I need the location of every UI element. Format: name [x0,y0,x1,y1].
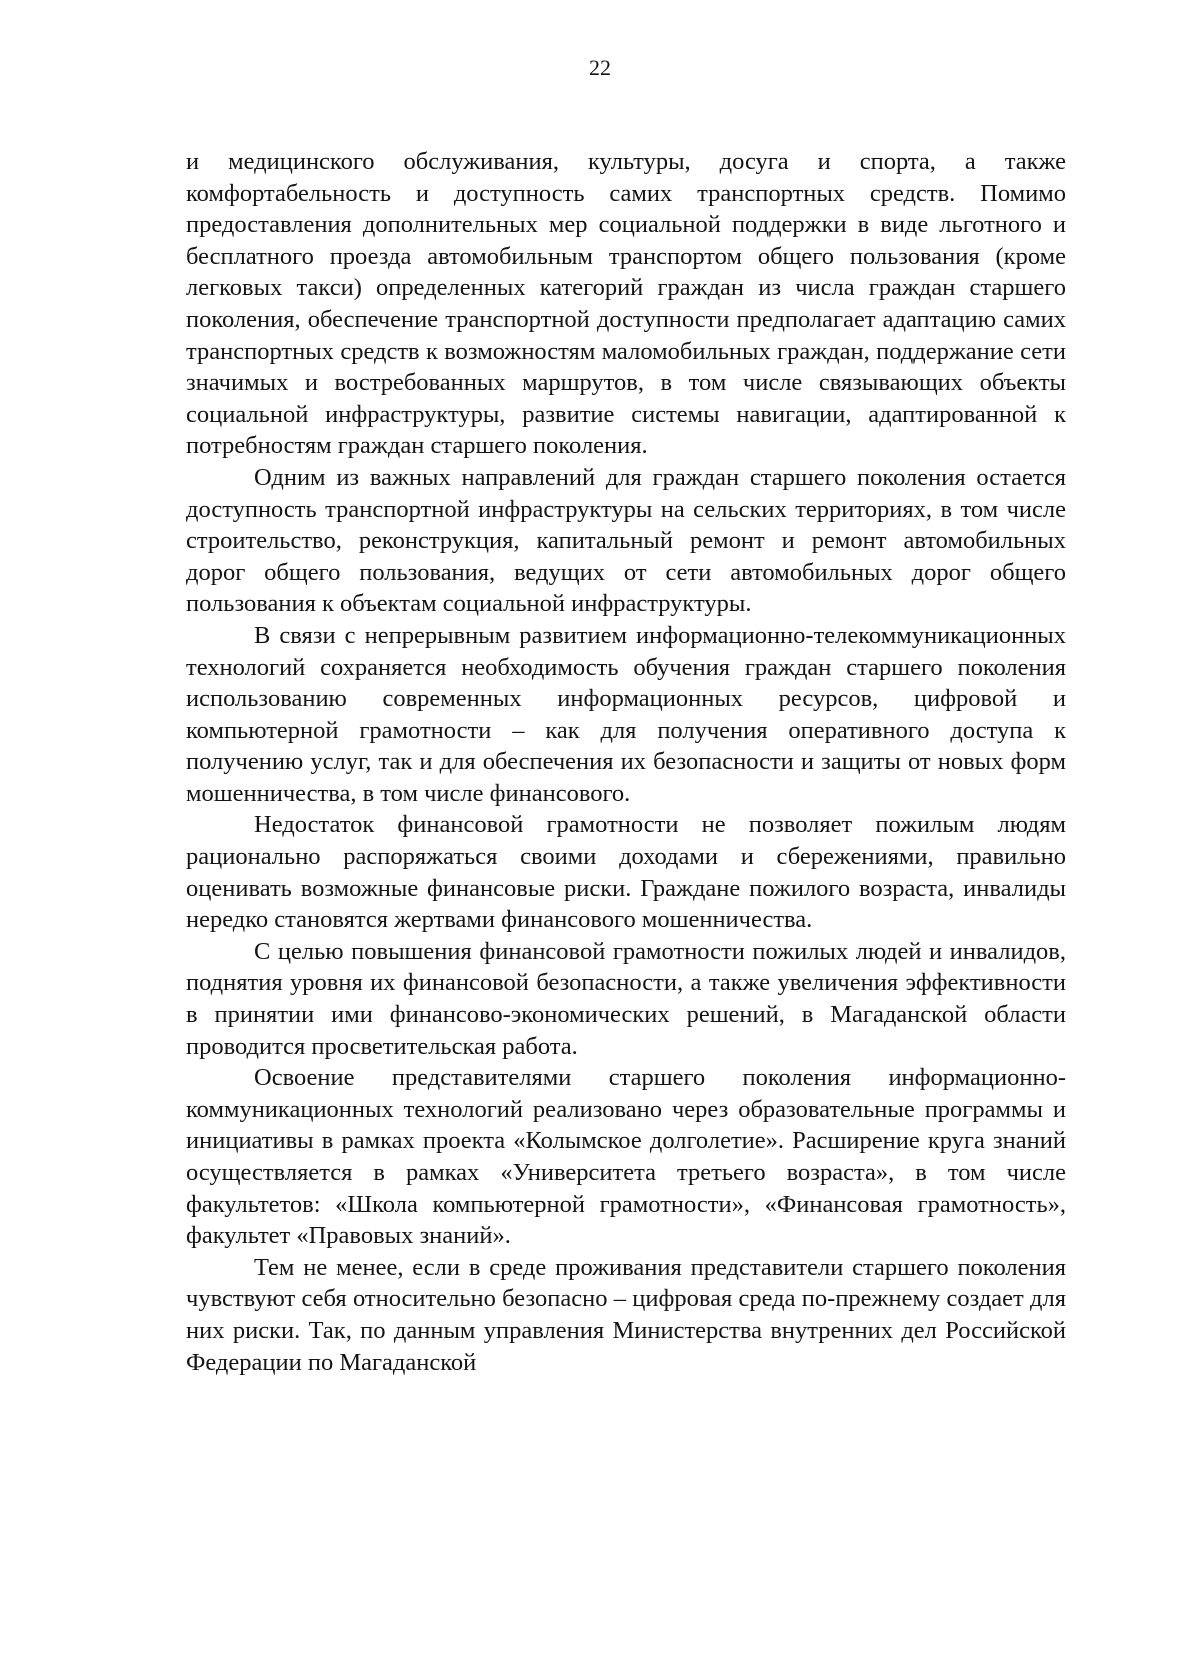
paragraph-ict-education: В связи с непрерывным развитием информационно-телекоммуникационных технологий сохраняется необходимость обучения граждан старшего поколения использованию современных информационных ресурсов, цифровой и компьютерной грамотности – как для получения оперативного доступа к получению услуг, так и для обеспечения их безопасности и защиты от новых форм мошенничества, в том числе финансового. [186,621,1066,807]
paragraph-digital-risks: Тем не менее, если в среде проживания представители старшего поколения чувствуют себя относительно безопасно – цифровая среда по-прежнему создает для них риски. Так, по данным управления Министерства внутренних дел Российской Федерации по Магаданской [186,1253,1066,1376]
paragraph-financial-security: С целью повышения финансовой грамотности пожилых людей и инвалидов, поднятия уровня их финансовой безопасности, а также увеличения эффективности в принятии ими финансово-экономических решений, в Магаданской области проводится просветительская работа. [186,937,1066,1060]
paragraph-continuation: и медицинского обслуживания, культуры, досуга и спорта, а также комфортабельность и доступность самих транспортных средств. Помимо предоставления дополнительных мер социальной поддержки в виде льготного и бесплатного проезда автомобильным транспортом общего пользования (кроме легковых такси) определенных категорий граждан из числа граждан старшего поколения, обеспечение транспортной доступности предполагает адаптацию самих транспортных средств к возможностям маломобильных граждан, поддержание сети значимых и востребованных маршрутов, в том числе связывающих объекты социальной инфраструктуры, развитие системы навигации, адаптированной к потребностям граждан старшего поколения. [186,148,1066,460]
paragraph-ict-programs: Освоение представителями старшего поколения информационно-коммуникационных технологий реализовано через образовательные программы и инициативы в рамках проекта «Колымское долголетие». Расширение круга знаний осуществляется в рамках «Университета третьего возраста», в том числе факультетов: «Школа компьютерной грамотности», «Финансовая грамотность», факультет «Правовых знаний». [186,1064,1066,1250]
document-body [186,146,1066,1378]
paragraph-rural-transport: Одним из важных направлений для граждан старшего поколения остается доступность транспортной инфраструктуры на сельских территориях, в том числе строительство, реконструкция, капитальный ремонт и ремонт автомобильных дорог общего пользования, ведущих от сети автомобильных дорог общего пользования к объектам социальной инфраструктуры. [186,463,1066,618]
page-number: 22 [589,55,611,80]
paragraph-financial-literacy: Недостаток финансовой грамотности не позволяет пожилым людям рационально распоряжаться своими доходами и сбережениями, правильно оценивать возможные финансовые риски. Граждане пожилого возраста, инвалиды нередко становятся жертвами финансового мошенничества. [186,811,1066,934]
